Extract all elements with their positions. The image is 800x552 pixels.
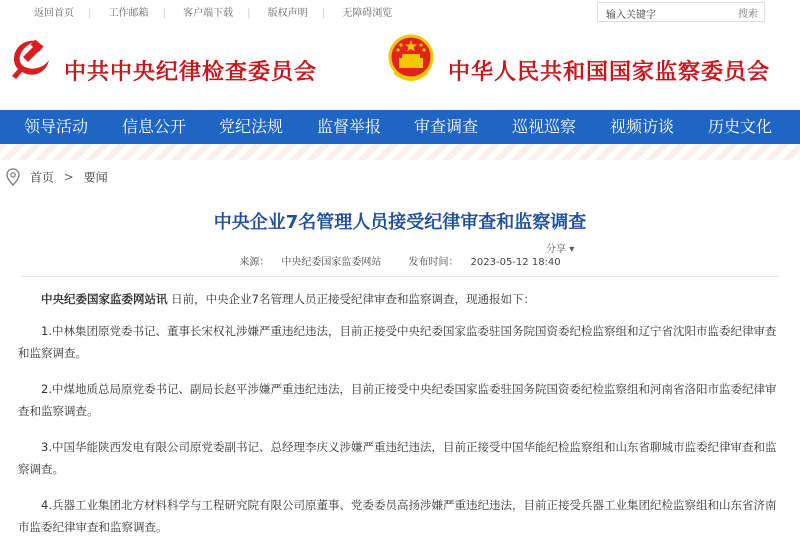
lead-bold: 中央纪委国家监委网站讯: [41, 292, 168, 306]
top-links: [34, 4, 406, 19]
nav-item-inspection[interactable]: 巡视巡察: [512, 117, 577, 136]
separator: |: [162, 8, 166, 19]
national-emblem-icon: [388, 34, 434, 84]
location-pin-icon: [6, 168, 20, 186]
breadcrumb-current[interactable]: 要闻: [83, 170, 108, 185]
time-value: 2023-05-12 18:40: [470, 257, 561, 268]
party-emblem-icon: [6, 36, 52, 82]
decorative-band: [0, 144, 800, 160]
article-paragraph: 3.中国华能陕西发电有限公司原党委副书记、总经理李庆义涉嫌严重违纪违法，目前正接受中国华能纪检监察组和山东省聊城市监委纪律审查和监察调查。: [18, 440, 777, 476]
article-title: 中央企业7名管理人员接受纪律审查和监察调查: [213, 212, 587, 233]
article-paragraph: 4.兵器工业集团北方材料科学与工程研究院有限公司原董事、党委委员高扬涉嫌严重违纪违法，目前正接受兵器工业集团纪检监察组和山东省济南市监委纪律审查和监察调查。: [18, 498, 777, 534]
lead-text: 日前，中央企业7名管理人员正接受纪律审查和监察调查，现通报如下：: [167, 292, 535, 306]
search-button[interactable]: 搜索: [738, 9, 758, 20]
source-info: [233, 257, 387, 268]
link-client-download[interactable]: 客户端下载: [183, 8, 234, 19]
nav-item-regulations[interactable]: 党纪法规: [219, 117, 284, 136]
link-home[interactable]: 返回首页: [34, 8, 74, 19]
breadcrumb: [6, 168, 108, 186]
source-value: 中央纪委国家监委网站: [281, 257, 382, 268]
nav-item-leadership[interactable]: 领导活动: [24, 117, 89, 136]
article-paragraph: 2.中煤地质总局原党委书记、副局长赵平涉嫌严重违纪违法，目前正接受中央纪委国家监委驻国务院国资委纪检监察组和河南省洛阳市监委纪律审查和监察调查。: [18, 382, 777, 418]
time-label: 发布时间：: [408, 257, 459, 268]
link-email[interactable]: 工作邮箱: [108, 8, 149, 19]
chevron-down-icon: ▾: [569, 244, 575, 255]
share-label: 分享: [546, 244, 566, 255]
link-accessibility[interactable]: 无障碍浏览: [342, 8, 393, 19]
nav-item-history[interactable]: 历史文化: [708, 117, 773, 136]
article-body: [18, 288, 782, 552]
nsc-title: 中华人民共和国国家监察委员会: [448, 59, 771, 85]
nav-item-info[interactable]: 信息公开: [122, 117, 187, 136]
link-copyright[interactable]: 版权声明: [267, 8, 308, 19]
article-lead: [18, 288, 782, 310]
divider: [22, 276, 778, 277]
top-utility-bar: [0, 0, 800, 23]
site-header: [0, 22, 800, 110]
separator: |: [247, 8, 251, 19]
separator: |: [321, 8, 326, 19]
nav-item-investigation[interactable]: 审查调查: [414, 117, 479, 136]
search-box: [597, 2, 765, 22]
time-info: [403, 257, 567, 268]
nav-item-report[interactable]: 监督举报: [317, 117, 382, 136]
separator: |: [88, 8, 92, 19]
nav-item-video[interactable]: 视频访谈: [610, 117, 675, 136]
main-nav: [0, 110, 800, 144]
breadcrumb-home[interactable]: 首页: [29, 170, 54, 185]
article-meta: [0, 253, 800, 268]
ccdi-title: 中共中央纪律检查委员会: [64, 59, 318, 85]
source-label: 来源：: [239, 257, 270, 268]
article-paragraph: 1.中林集团原党委书记、董事长宋权礼涉嫌严重违纪违法，目前正接受中央纪委国家监委驻国务院国资委纪检监察组和辽宁省沈阳市监委纪律审查和监察调查。: [18, 324, 777, 360]
breadcrumb-separator: >: [63, 170, 74, 184]
